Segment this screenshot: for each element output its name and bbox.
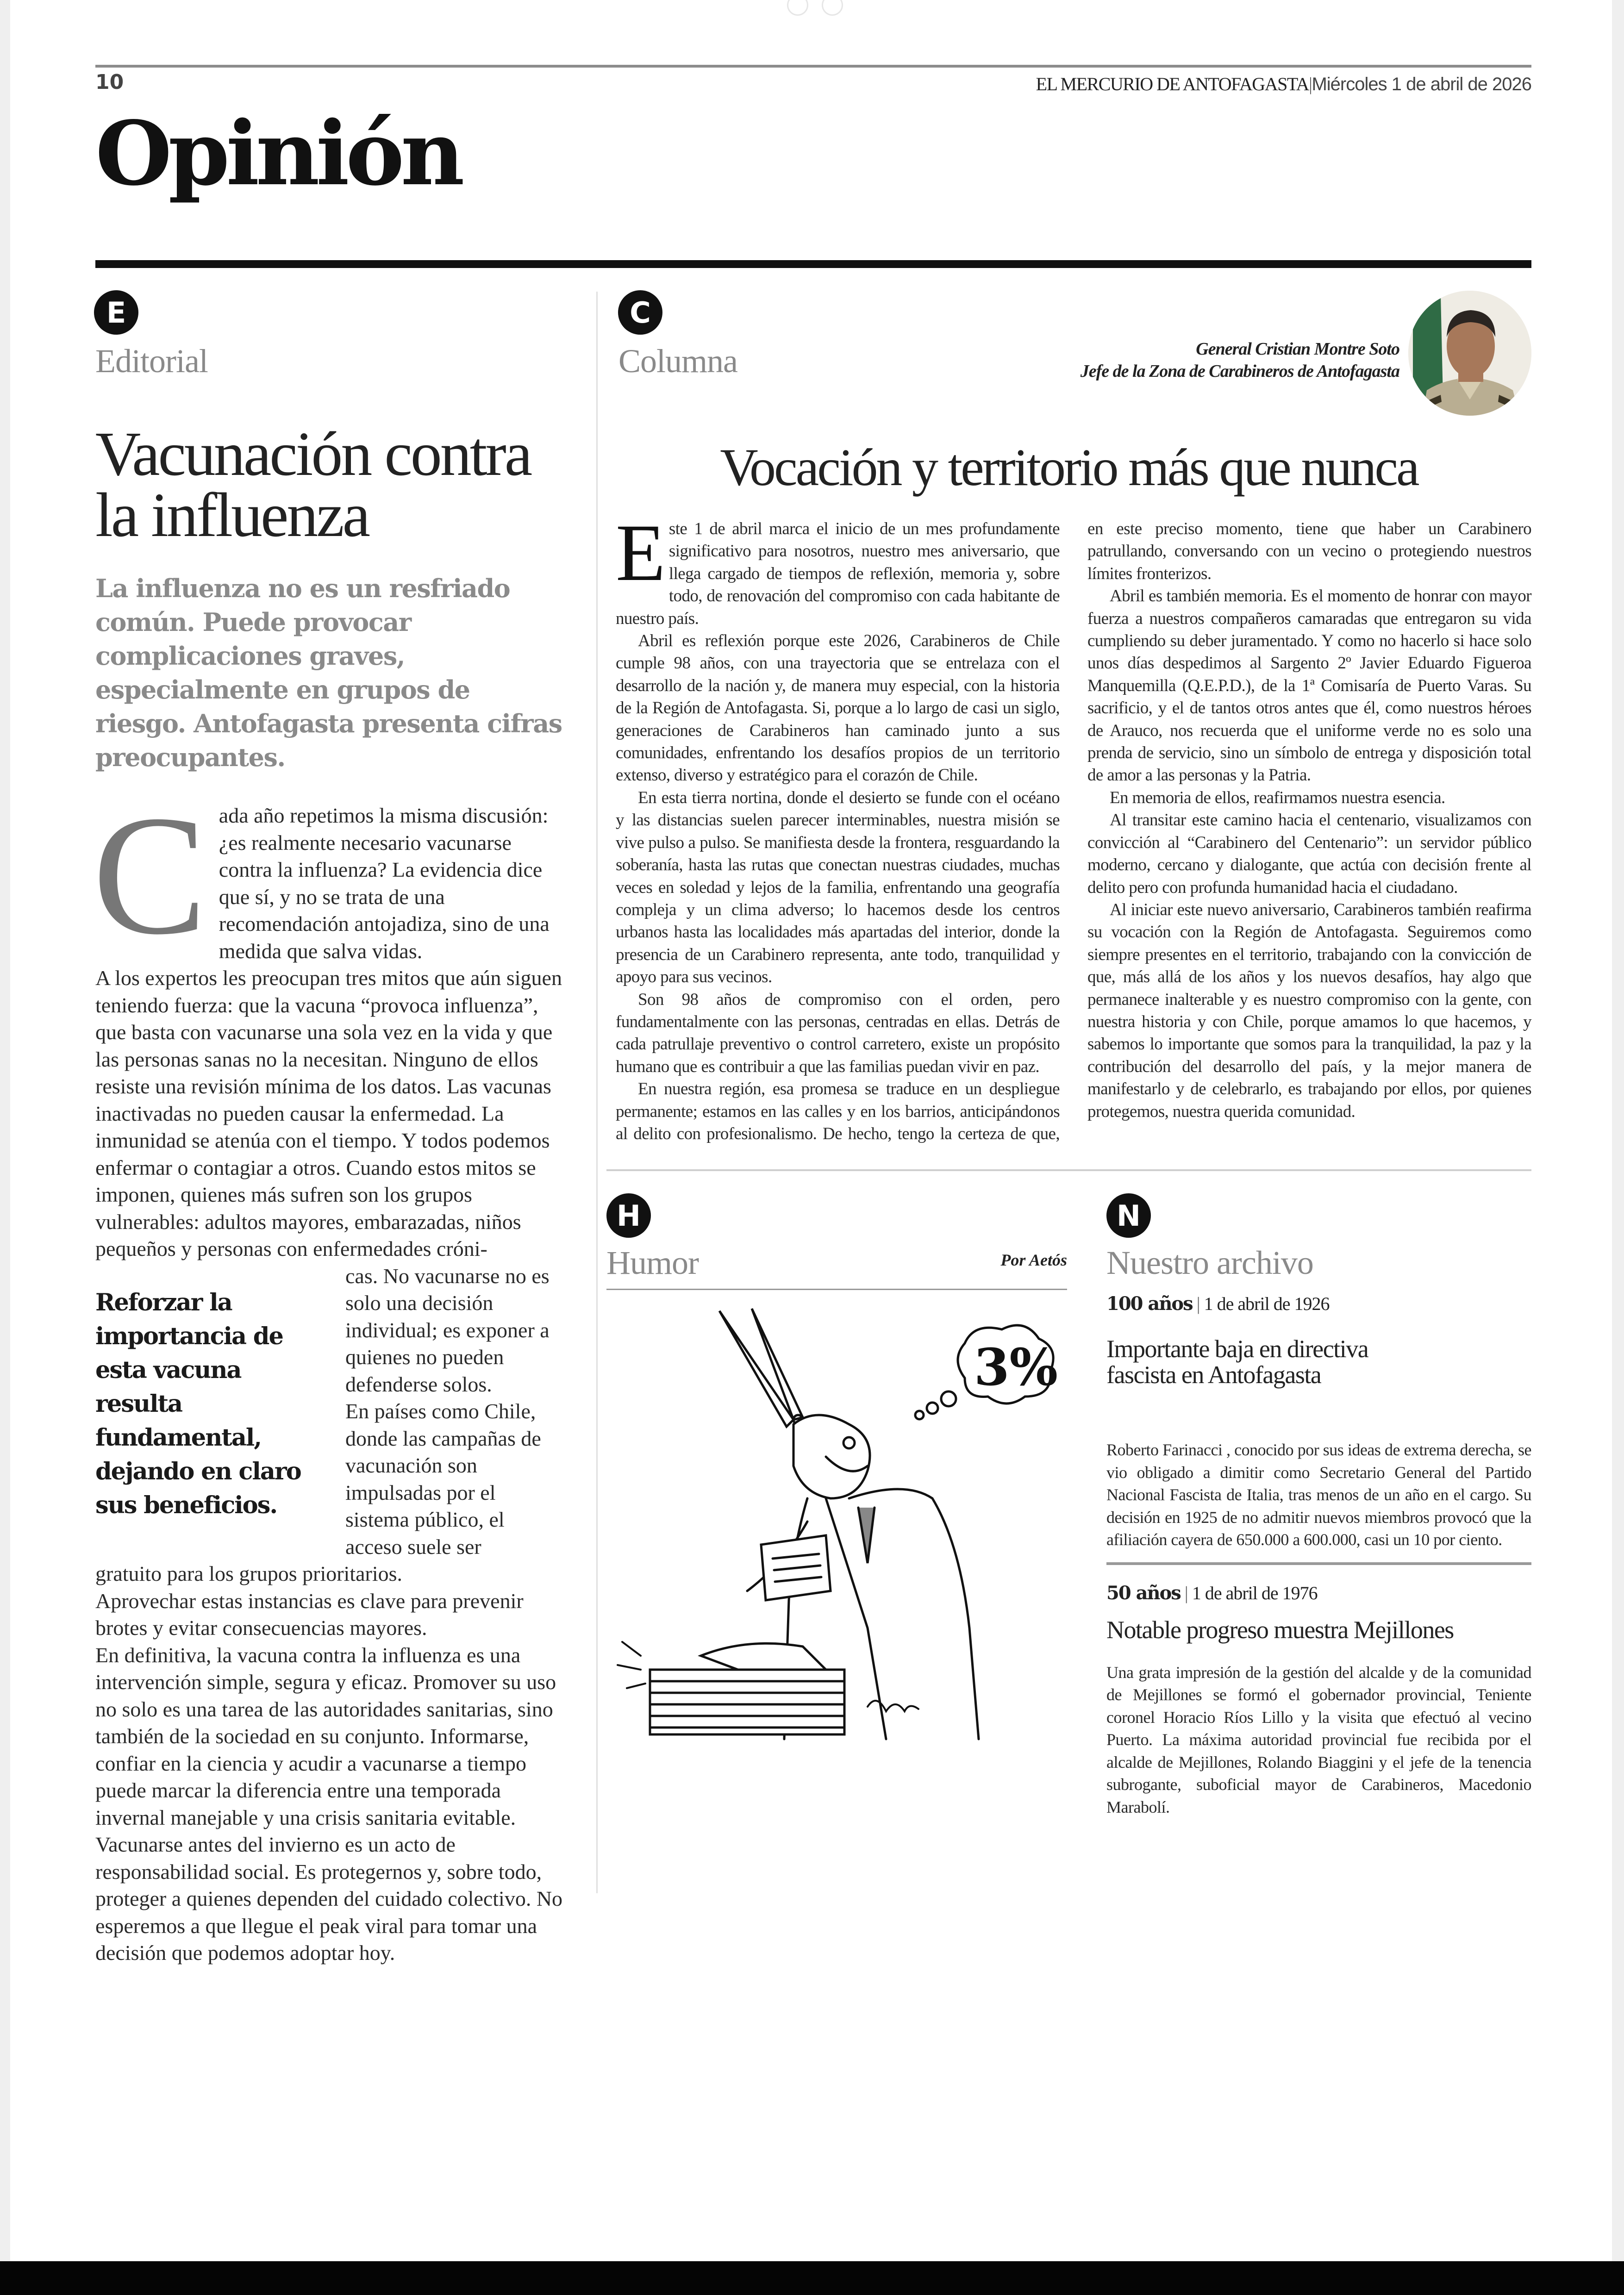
editorial-pullquote: Reforzar la importancia de esta vacuna resulta fundamental, dejando en claro sus beneficios.: [95, 1288, 301, 1519]
page-edge-right: [1612, 0, 1624, 2261]
column-paragraph: En esta tierra nortina, donde el desierto se funde con el océano y las distancias suelen parecer interminables, nuestra misión se vive pulso a pulso. Se manifiesta desde la frontera, resguardando la soberanía, hasta las rutas que conectan nuestras ciudades, muchas veces en soledad y lejos de la familia, enfrentando una geografía compleja y un clima adverso; lo hacemos desde los centros urbanos hasta las localidades más apartadas del interior, donde la presencia de un Carabinero representa, ante todo, tranquilidad y apoyo para sus vecinos.: [616, 788, 1060, 987]
editorial-paragraph: En países como Chile, donde las campañas de vacunación son impulsadas por el sistema público, el acceso suele ser: [345, 1399, 541, 1559]
column-paragraph: Abril es también memoria. Es el momento de honrar con mayor fuerza a nuestros compañeros camaradas que entregaron su vida cumpliendo su deber juramentado. Y como no hacerlo si hace solo unos días despedimos al Sargento 2º Javier Eduardo Figueroa Manquemilla (Q.E.P.D.), de la 1ª Comisaría de Puerto Varas. Su sacrificio, y el de tantos otros antes que él, como nuestros héroes de Arauco, nos recuerda que el uniforme verde no es solo una prenda de servicio, sino un símbolo de entrega y disposición total de amor a las personas y la Patria.: [1087, 586, 1531, 785]
humor-header: [606, 1243, 1067, 1282]
archive-badge-icon: N: [1106, 1193, 1151, 1238]
masthead: [1036, 73, 1531, 95]
cartoon-drawing: [608, 1304, 1067, 1744]
archive-item-body: Una grata impresión de la gestión del alcalde y de la comunidad de Mejillones se formó el gobernador provincial, Teniente coronel Horacio Ríos Lillo y la visita que efectuó al vecino Puerto. La máxima autoridad provincial fue recibida por el alcalde de Mejillones, Rolando Biaggini y el jefe de la tenencia subrogante, suboficial mayor de Carabineros, Macedonio Marabolí.: [1106, 1663, 1531, 1816]
column-paragraph: En nuestra región, esa promesa se traduce en un despliegue permanente; estamos en las calles y en los barrios, anticipándonos al delito con profesionalismo. De hecho, tengo la certeza de que, en este preciso momento, tiene que haber un Carabinero patrullando, conversando con un vecino o protegiendo nuestros límites fronterizos.: [616, 519, 1531, 1143]
humor-byline: Por Aetós: [1000, 1251, 1067, 1270]
archive-divider: [1106, 1562, 1531, 1565]
editorial-paragraph: A los expertos les preocupan tres mitos que aún siguen teniendo fuerza: que la vacuna “provoca influenza”, que basta con vacunarse una sola vez en la vida y que las personas sanas no la necesitan. Ninguno de ellos resiste una revisión mínima de los datos. Las vacunas inactivadas no pueden causar la enfermedad. La inmunidad se atenúa con el tiempo. Y todos podemos enfermar o contagiar a otros. Cuando estos mitos se imponen, quienes más sufren son los grupos vulnerables: adultos mayores, embarazadas, niños pequeños y personas con enfermedades cróni-: [95, 966, 562, 1260]
header-rule: [95, 65, 1531, 68]
editorial-dropcap: C: [93, 780, 207, 970]
column-paragraph: ste 1 de abril marca el inicio de un mes profundamente significativo para nosotros, nuestro mes aniversario, que llega cargado de tiempos de reflexión, memoria y, sobre todo, de renovación del compromiso con cada habitante de nuestro país.: [616, 519, 1060, 628]
humor-kicker: Humor: [606, 1244, 699, 1282]
column-divider: [596, 292, 598, 1893]
section-rule: [95, 260, 1531, 268]
page-edge-left: [0, 0, 10, 2261]
editorial-paragraph: gratuito para los grupos prioritarios.: [95, 1562, 403, 1585]
column-body: [616, 508, 1531, 1145]
column-paragraph: En memoria de ellos, reafirmamos nuestra esencia.: [1110, 788, 1445, 807]
page-number: 10: [95, 70, 124, 94]
humor-cartoon: [608, 1304, 1067, 1744]
column-kicker: Columna: [618, 343, 737, 380]
column-headline: Vocación y territorio más que nunca: [720, 438, 1418, 497]
humor-section: [606, 1193, 1067, 1744]
archive-item-meta: 100 años | 1 de abril de 1926: [1106, 1293, 1330, 1315]
archive-item-years: 50 años: [1106, 1582, 1181, 1604]
archive-item-body: Roberto Farinacci , conocido por sus ideas de extrema derecha, se vio obligado a dimitir como Secretario General del Partido Nacional Fascista de Italia, tras menos de un año en el cargo. Su decisión en 1925 de no admitir nuevos miembros provocó que la afiliación cayera de 650.000 a 600.000, casi un 10 por ciento.: [1106, 1441, 1531, 1549]
viewer-prev-icon[interactable]: [787, 0, 808, 16]
viewer-bottom-bar: [0, 2261, 1624, 2295]
column-paragraph: Al transitar este camino hacia el centenario, visualizamos con convicción al “Carabinero del Centenario”: un servidor público moderno, cercano y dialogante, que actúa con decisión frente al delito pero con profunda humanidad hacia el ciudadano.: [1087, 811, 1531, 897]
editorial-paragraph: Vacunarse antes del invierno es un acto de responsabilidad social. Es protegernos y, sobre todo, proteger a quienes dependen del cuidado colectivo. No esperemos a que llegue el peak viral para tomar una decisión que podemos adoptar hoy.: [95, 1833, 563, 1964]
archive-item-years: 100 años: [1106, 1293, 1193, 1315]
section-divider: [606, 1169, 1531, 1171]
editorial-headline: Vacunación contra la influenza: [95, 419, 531, 550]
humor-badge-icon: H: [606, 1193, 651, 1238]
publication-date: Miércoles 1 de abril de 2026: [1312, 74, 1531, 94]
archive-item-meta: 50 años | 1 de abril de 1976: [1106, 1582, 1318, 1604]
archive-item-headline: Notable progreso muestra Mejillones: [1106, 1615, 1454, 1644]
humor-rule: [606, 1289, 1067, 1290]
archive-item-headline: Importante baja en directiva fascista en Antofagasta: [1106, 1335, 1368, 1389]
cartoon-bubble-text: 3%: [974, 1337, 1058, 1397]
author-photo: [1408, 291, 1531, 416]
section-title: Opinión: [95, 102, 461, 205]
editorial-paragraph: cas. No vacunarse no es solo una decisión individual; es exponer a quienes no pueden defenderse solos.: [345, 1264, 550, 1396]
editorial-paragraph: En definitiva, la vacuna contra la influenza es una intervención simple, segura y eficaz. Promover su uso no solo es una tarea de las autoridades sanitarias, sino también de la sociedad en su conjunto. Informarse, confiar en la ciencia y acudir a vacunarse a tiempo puede marcar la diferencia entre una temporada invernal manejable y una crisis sanitaria evitable.: [95, 1643, 556, 1829]
editorial-body-top: [93, 780, 563, 1263]
archive-item-date: 1 de abril de 1926: [1204, 1293, 1330, 1315]
editorial-paragraph: Aprovechar estas instancias es clave para prevenir brotes y evitar consecuencias mayores.: [95, 1589, 524, 1640]
column-dropcap: E: [616, 508, 665, 598]
editorial-article: [93, 419, 563, 1967]
viewer-next-icon[interactable]: [822, 0, 843, 16]
cartoon-signature: [868, 1701, 918, 1712]
editorial-body-bottom: [95, 1560, 563, 1967]
editorial-body-narrow: [345, 1263, 563, 1561]
column-paragraph: Al iniciar este nuevo aniversario, Carabineros también reafirma su vocación con la Región de Antofagasta. Seguiremos como siempre presentes en el territorio, trabajando con la convicción de que, más allá de los años y los nuevos desafíos, hay algo que permanece inalterable y es nuestro compromiso con la gente, con nuestra historia y con Chile, porque amamos lo que hacemos, y sabemos lo importante que somos para la tranquilidad, la paz y la contribución del desarrollo del país, y la mejor manera de manifestarlo y de celebrarlo, es trabajando por ellos, por quienes protegemos, nuestra querida comunidad.: [1087, 900, 1531, 1121]
editorial-pullquote-row: [95, 1263, 563, 1561]
archive-section: [1106, 1193, 1531, 1818]
editorial-badge-icon: E: [94, 290, 138, 335]
archive-kicker: Nuestro archivo: [1106, 1244, 1313, 1282]
column-badge-icon: C: [618, 290, 662, 335]
editorial-deck: La influenza no es un resfriado común. Puede provocar complicaciones graves, especialmente en grupos de riesgo. Antofagasta presenta cifras preocupantes.: [95, 574, 562, 772]
editorial-paragraph: ada año repetimos la misma discusión: ¿es realmente necesario vacunarse contra la influenza? La evidencia dice que sí, y no se trata de una recomendación antojadiza, sino de una medida que salva vidas.: [219, 804, 550, 963]
column-author: [1081, 338, 1399, 382]
right-content: [606, 437, 1531, 1818]
column-paragraph: Abril es reflexión porque este 2026, Carabineros de Chile cumple 98 años, con una trayectoria que se entrelaza con el desarrollo de la nación y, de manera muy especial, con la historia de la Región de Antofagasta. Si, porque a lo largo de casi un siglo, generaciones de Carabineros han caminado junto a sus comunidades, enfrentando los desafíos propios de un territorio extenso, diverso y estratégico para el corazón de Chile.: [616, 631, 1060, 785]
author-name: General Cristian Montre Soto: [1196, 339, 1399, 359]
lower-sections: [606, 1193, 1531, 1818]
editorial-kicker: Editorial: [95, 343, 208, 380]
publication-name: EL MERCURIO DE ANTOFAGASTA: [1036, 74, 1309, 94]
masthead-separator: |: [1308, 74, 1312, 94]
archive-item-date: 1 de abril de 1976: [1192, 1582, 1318, 1603]
author-title: Jefe de la Zona de Carabineros de Antofagasta: [1080, 362, 1399, 381]
column-paragraph: Son 98 años de compromiso con el orden, pero fundamentalmente con las personas, centradas en ellas. Detrás de cada patrullaje preventivo o control carretero, existe un propósito humano que es contribuir a que las familias puedan vivir en paz.: [616, 990, 1060, 1076]
author-portrait-image: [1408, 291, 1531, 416]
